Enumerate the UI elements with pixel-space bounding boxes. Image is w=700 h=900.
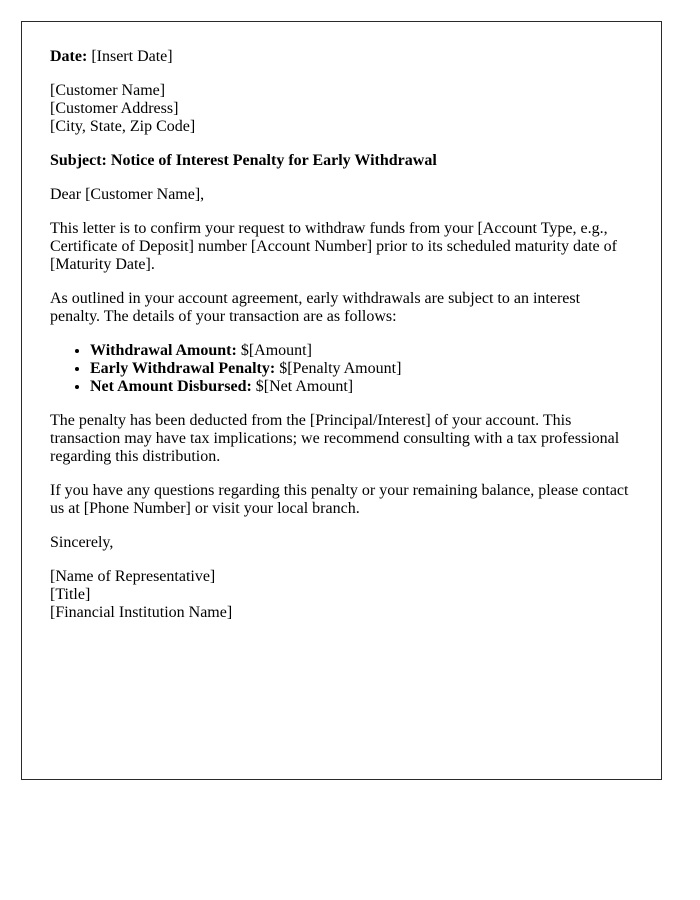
date-label: Date: <box>50 48 88 65</box>
subject-line: Subject: Notice of Interest Penalty for Early Withdrawal <box>50 152 437 169</box>
list-item-net-amount-disbursed <box>90 378 630 396</box>
list-item-withdrawal-amount <box>90 342 630 360</box>
signature-institution-name: [Financial Institution Name] <box>50 604 233 621</box>
net-amount-disbursed-label: Net Amount Disbursed: <box>90 378 252 395</box>
withdrawal-amount-label: Withdrawal Amount: <box>90 342 237 359</box>
closing: Sincerely, <box>50 534 114 551</box>
letter-page-container <box>21 21 662 780</box>
signature-representative-name: [Name of Representative] <box>50 568 216 585</box>
transaction-details-list <box>50 342 630 396</box>
recipient-city-state-zip: [City, State, Zip Code] <box>50 118 196 135</box>
paragraph-contact: If you have any questions regarding this penalty or your remaining balance, please contact us at [Phone Number] or visit your local branch. <box>50 482 629 517</box>
signature-title: [Title] <box>50 586 91 603</box>
recipient-address: [Customer Address] <box>50 100 179 117</box>
recipient-block <box>50 82 630 136</box>
early-withdrawal-penalty-value: $[Penalty Amount] <box>279 360 402 377</box>
date-value: [Insert Date] <box>91 48 173 65</box>
list-item-early-withdrawal-penalty <box>90 360 630 378</box>
salutation: Dear [Customer Name], <box>50 186 205 203</box>
paragraph-intro: This letter is to confirm your request to withdraw funds from your [Account Type, e.g., Certificate of Deposit] number [Account Number] prior to its scheduled maturity date of [Maturity Date]. <box>50 220 617 273</box>
date-line <box>50 48 630 66</box>
withdrawal-amount-value: $[Amount] <box>240 342 312 359</box>
early-withdrawal-penalty-label: Early Withdrawal Penalty: <box>90 360 276 377</box>
net-amount-disbursed-value: $[Net Amount] <box>255 378 354 395</box>
signature-block <box>50 568 630 622</box>
paragraph-deduction-details: The penalty has been deducted from the [Principal/Interest] of your account. This transaction may have tax implications; we recommend consulting with a tax professional regarding this distribution. <box>50 412 620 465</box>
recipient-name: [Customer Name] <box>50 82 166 99</box>
paragraph-penalty-overview: As outlined in your account agreement, early withdrawals are subject to an interest penalty. The details of your transaction are as follows: <box>50 290 581 325</box>
